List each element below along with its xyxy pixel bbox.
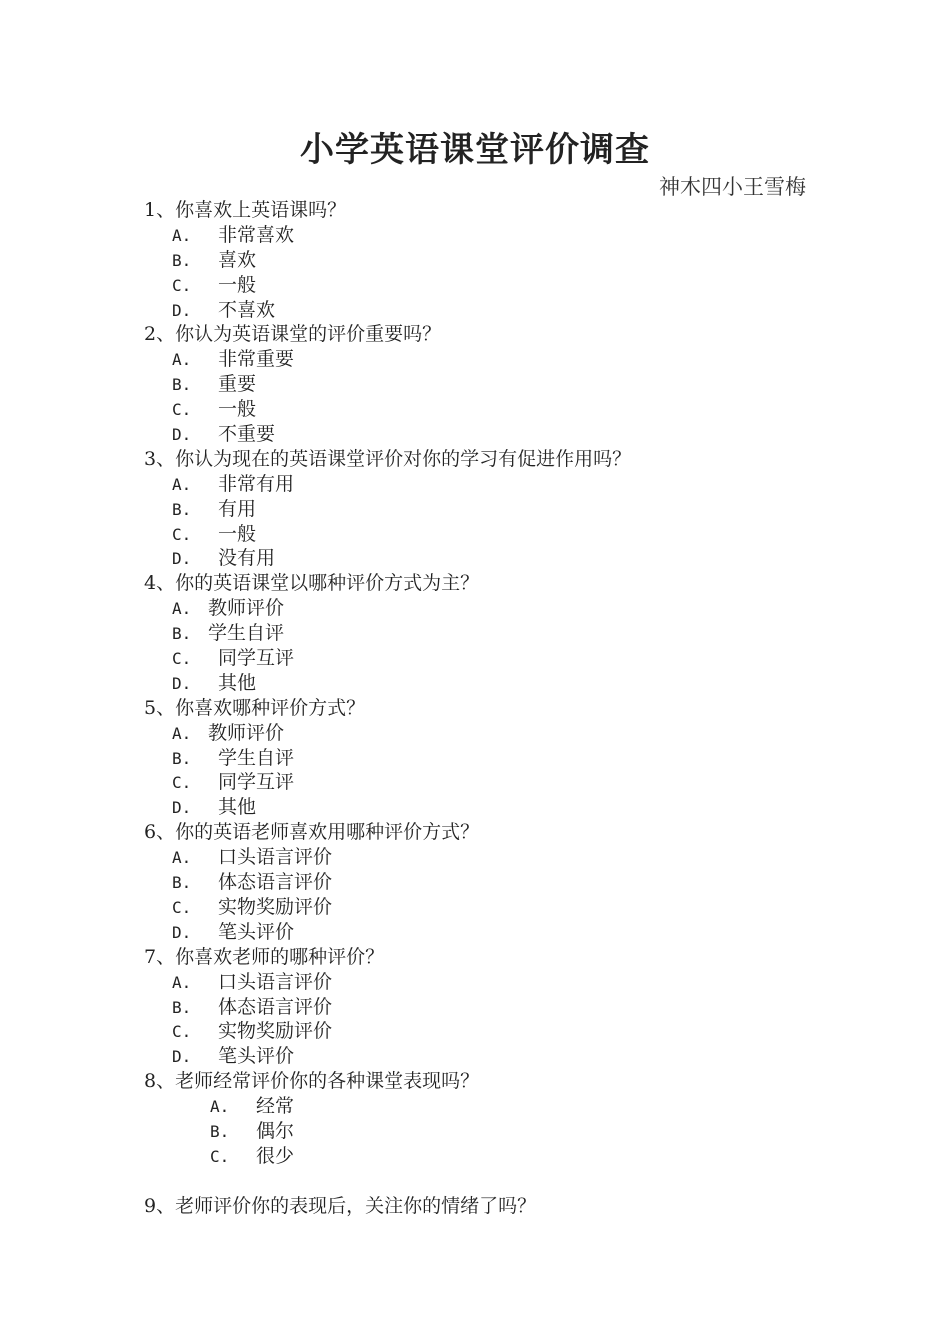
option-text: 有用 xyxy=(218,497,257,520)
option-text: 非常喜欢 xyxy=(218,223,295,246)
option-letter: B. xyxy=(172,997,192,1017)
option-letter: C. xyxy=(172,897,192,917)
option-7d xyxy=(144,1044,844,1069)
option-letter: C. xyxy=(172,773,192,793)
question-4: 4、你的英语课堂以哪种评价方式为主？ xyxy=(144,572,480,595)
option-2a xyxy=(144,347,844,372)
option-letter: A. xyxy=(172,599,192,619)
option-letter: A. xyxy=(172,474,192,494)
question-9: 9、老师评价你的表现后，关注你的情绪了吗？ xyxy=(144,1194,537,1217)
option-letter: A. xyxy=(172,225,192,245)
option-text: 体态语言评价 xyxy=(218,995,333,1018)
option-letter: A. xyxy=(210,1097,230,1117)
option-1d xyxy=(144,298,844,323)
option-letter: D. xyxy=(172,300,192,320)
option-2c xyxy=(144,397,844,422)
page-title: 小学英语课堂评价调查 xyxy=(300,130,650,170)
option-letter: A. xyxy=(172,350,192,370)
option-4c xyxy=(144,646,844,671)
option-letter: D. xyxy=(172,798,192,818)
option-letter: B. xyxy=(172,873,192,893)
option-text: 喜欢 xyxy=(218,248,257,271)
option-3d xyxy=(144,546,844,571)
option-letter: B. xyxy=(172,624,192,644)
option-text: 一般 xyxy=(218,273,257,296)
option-4d xyxy=(144,671,844,696)
option-letter: C. xyxy=(172,400,192,420)
option-text: 其他 xyxy=(218,671,257,694)
option-letter: B. xyxy=(172,250,192,270)
option-letter: D. xyxy=(172,673,192,693)
option-text: 学生自评 xyxy=(218,746,295,769)
option-1a xyxy=(144,223,844,248)
option-text: 实物奖励评价 xyxy=(218,895,333,918)
option-6c xyxy=(144,895,844,920)
option-letter: D. xyxy=(172,1047,192,1067)
option-text: 非常重要 xyxy=(218,348,295,371)
option-text: 同学互评 xyxy=(218,647,295,670)
option-8b xyxy=(144,1119,844,1144)
option-8c xyxy=(144,1144,844,1169)
option-letter: B. xyxy=(172,748,192,768)
option-letter: A. xyxy=(172,848,192,868)
option-letter: C. xyxy=(172,275,192,295)
option-text: 实物奖励评价 xyxy=(218,1020,333,1043)
option-7a xyxy=(144,970,844,995)
option-letter: C. xyxy=(172,524,192,544)
option-3b xyxy=(144,497,844,522)
option-3c xyxy=(144,522,844,547)
option-text: 偶尔 xyxy=(256,1119,295,1142)
option-2b xyxy=(144,372,844,397)
option-5d xyxy=(144,795,844,820)
option-letter: B. xyxy=(172,499,192,519)
option-6b xyxy=(144,870,844,895)
option-letter: C. xyxy=(210,1146,230,1166)
blank-line xyxy=(144,1169,844,1194)
option-text: 口头语言评价 xyxy=(218,846,333,869)
question-6: 6、你的英语老师喜欢用哪种评价方式？ xyxy=(144,821,480,844)
question-list xyxy=(144,198,844,1219)
option-text: 其他 xyxy=(218,796,257,819)
option-5a xyxy=(144,721,844,746)
option-6a xyxy=(144,845,844,870)
option-5c xyxy=(144,770,844,795)
option-5b xyxy=(144,746,844,771)
option-7b xyxy=(144,995,844,1020)
option-text: 学生自评 xyxy=(208,622,285,645)
option-text: 经常 xyxy=(256,1095,295,1118)
option-letter: A. xyxy=(172,723,192,743)
option-2d xyxy=(144,422,844,447)
question-7: 7、你喜欢老师的哪种评价？ xyxy=(144,945,385,968)
option-6d xyxy=(144,920,844,945)
option-text: 不重要 xyxy=(218,423,276,446)
option-7c xyxy=(144,1019,844,1044)
option-text: 同学互评 xyxy=(218,771,295,794)
question-8: 8、老师经常评价你的各种课堂表现吗？ xyxy=(144,1070,480,1093)
option-text: 重要 xyxy=(218,373,257,396)
option-letter: B. xyxy=(172,375,192,395)
option-text: 没有用 xyxy=(218,547,276,570)
question-5: 5、你喜欢哪种评价方式？ xyxy=(144,696,366,719)
option-text: 一般 xyxy=(218,398,257,421)
question-3: 3、你认为现在的英语课堂评价对你的学习有促进作用吗？ xyxy=(144,447,632,470)
option-text: 非常有用 xyxy=(218,472,295,495)
option-text: 口头语言评价 xyxy=(218,970,333,993)
option-letter: A. xyxy=(172,972,192,992)
question-2: 2、你认为英语课堂的评价重要吗？ xyxy=(144,323,442,346)
option-1c xyxy=(144,273,844,298)
option-text: 笔头评价 xyxy=(218,920,295,943)
option-text: 教师评价 xyxy=(208,597,285,620)
option-8a xyxy=(144,1094,844,1119)
option-text: 体态语言评价 xyxy=(218,871,333,894)
option-3a xyxy=(144,472,844,497)
option-text: 很少 xyxy=(256,1144,295,1167)
question-1: 1、你喜欢上英语课吗？ xyxy=(144,199,347,221)
option-text: 一般 xyxy=(218,522,257,545)
option-4b xyxy=(144,621,844,646)
option-letter: D. xyxy=(172,425,192,445)
option-1b xyxy=(144,248,844,273)
option-text: 笔头评价 xyxy=(218,1045,295,1068)
option-text: 不喜欢 xyxy=(218,298,276,321)
option-letter: D. xyxy=(172,549,192,569)
author-line: 神木四小王雪梅 xyxy=(659,175,806,199)
option-letter: C. xyxy=(172,649,192,669)
option-text: 教师评价 xyxy=(208,721,285,744)
option-letter: C. xyxy=(172,1022,192,1042)
option-4a xyxy=(144,596,844,621)
option-letter: D. xyxy=(172,922,192,942)
option-letter: B. xyxy=(210,1121,230,1141)
